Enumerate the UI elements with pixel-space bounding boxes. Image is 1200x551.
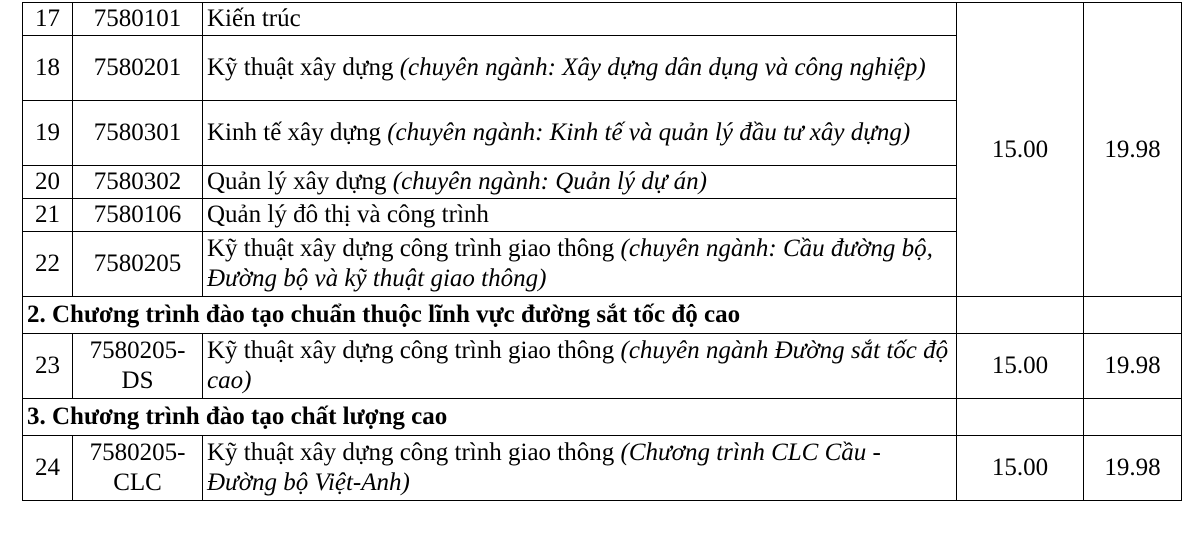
row-number: 22 [23, 232, 73, 297]
major-name [203, 36, 957, 101]
section-header-row [23, 297, 1182, 334]
score-a: 15.00 [957, 436, 1084, 501]
major-name [203, 166, 957, 199]
section-header-row [23, 399, 1182, 436]
score-a: 15.00 [957, 334, 1084, 399]
row-number: 20 [23, 166, 73, 199]
row-number: 24 [23, 436, 73, 501]
table-row [23, 334, 1182, 399]
empty-cell [1084, 297, 1182, 334]
score-b: 19.98 [1084, 334, 1182, 399]
empty-cell [957, 297, 1084, 334]
table-row [23, 3, 1182, 36]
major-name [203, 232, 957, 297]
major-code: 7580106 [73, 199, 203, 232]
row-number: 19 [23, 101, 73, 166]
major-name [203, 334, 957, 399]
score-b: 19.98 [1084, 3, 1182, 297]
major-code: 7580205 [73, 232, 203, 297]
major-title: Kiến trúc [207, 5, 301, 32]
major-name [203, 436, 957, 501]
major-code: 7580301 [73, 101, 203, 166]
major-title: Kinh tế xây dựng [207, 119, 388, 146]
major-specialization: (Chương trình CLC Cầu - Đường bộ Việt-Anh) [207, 439, 881, 496]
major-title: Kỹ thuật xây dựng [207, 54, 400, 81]
major-specialization: (chuyên ngành: Quản lý dự án) [392, 168, 707, 195]
major-specialization: (chuyên ngành: Kinh tế và quản lý đầu tư xây dựng) [387, 119, 911, 146]
row-number: 18 [23, 36, 73, 101]
major-code: 7580201 [73, 36, 203, 101]
major-specialization: (chuyên ngành Đường sắt tốc độ cao) [207, 337, 949, 394]
major-code: 7580205-CLC [73, 436, 203, 501]
major-code: 7580302 [73, 166, 203, 199]
major-specialization: (chuyên ngành: Cầu đường bộ, Đường bộ và kỹ thuật giao thông) [207, 235, 933, 292]
major-title: Quản lý xây dựng [207, 168, 393, 195]
table-row [23, 436, 1182, 501]
major-code: 7580205-DS [73, 334, 203, 399]
major-title: Quản lý đô thị và công trình [207, 201, 489, 228]
major-title: Kỹ thuật xây dựng công trình giao thông [207, 235, 621, 262]
major-name [203, 3, 957, 36]
section-2-title: 2. Chương trình đào tạo chuẩn thuộc lĩnh vực đường sắt tốc độ cao [23, 297, 957, 334]
empty-cell [1084, 399, 1182, 436]
major-name [203, 101, 957, 166]
row-number: 23 [23, 334, 73, 399]
major-specialization: (chuyên ngành: Xây dựng dân dụng và công nghiệp) [399, 54, 926, 81]
major-name [203, 199, 957, 232]
admission-score-table [22, 2, 1182, 501]
row-number: 17 [23, 3, 73, 36]
major-title: Kỹ thuật xây dựng công trình giao thông [207, 439, 621, 466]
major-title: Kỹ thuật xây dựng công trình giao thông [207, 337, 621, 364]
score-a: 15.00 [957, 3, 1084, 297]
row-number: 21 [23, 199, 73, 232]
section-3-title: 3. Chương trình đào tạo chất lượng cao [23, 399, 957, 436]
major-code: 7580101 [73, 3, 203, 36]
empty-cell [957, 399, 1084, 436]
score-b: 19.98 [1084, 436, 1182, 501]
